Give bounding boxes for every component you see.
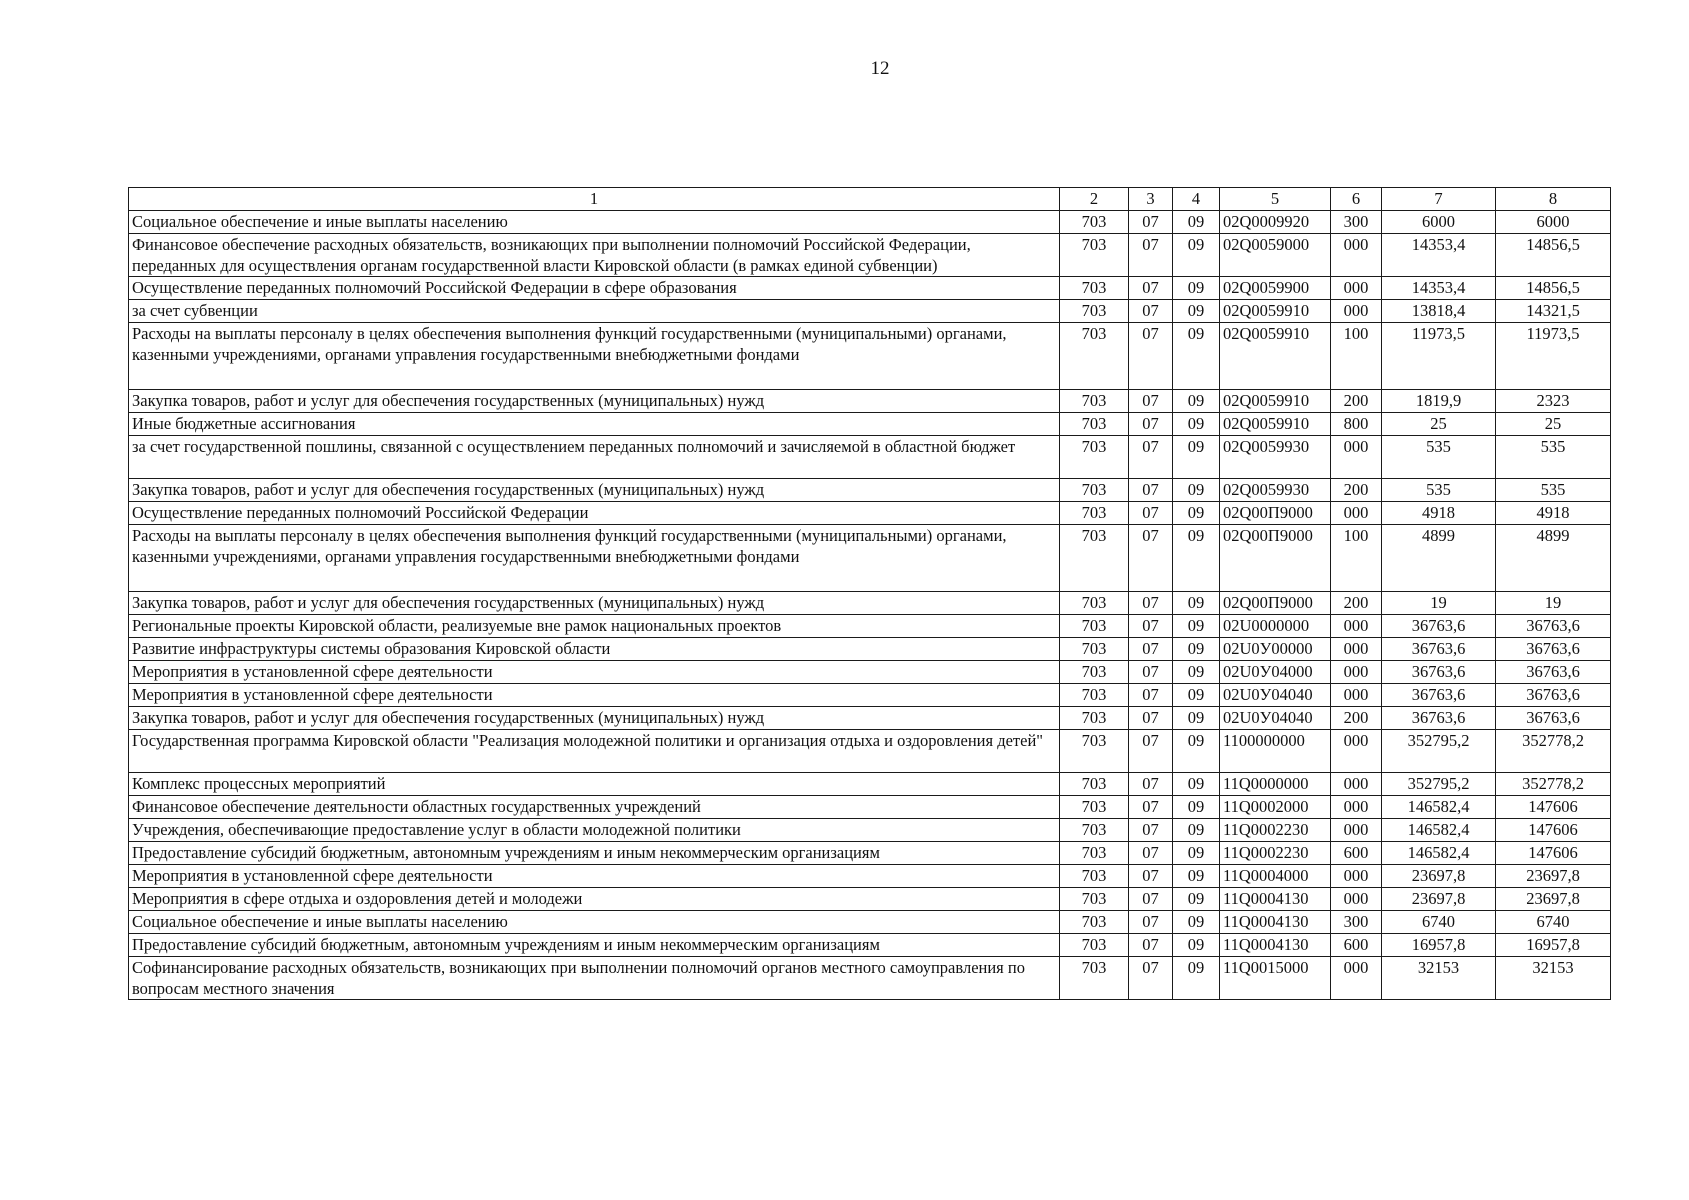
row-amount-7: 36763,6 [1382, 661, 1496, 684]
row-code-2: 703 [1060, 911, 1129, 934]
row-code-5: 02Q0059930 [1220, 436, 1331, 479]
row-code-3: 07 [1129, 211, 1173, 234]
row-code-6: 600 [1331, 842, 1382, 865]
row-name: Финансовое обеспечение деятельности областных государственных учреждений [129, 796, 1060, 819]
row-code-2: 703 [1060, 592, 1129, 615]
column-header: 5 [1220, 188, 1331, 211]
row-amount-8: 6000 [1496, 211, 1611, 234]
row-code-6: 000 [1331, 234, 1382, 277]
table-row [129, 390, 1611, 413]
row-amount-8: 25 [1496, 413, 1611, 436]
row-amount-7: 36763,6 [1382, 684, 1496, 707]
row-code-3: 07 [1129, 684, 1173, 707]
row-code-3: 07 [1129, 300, 1173, 323]
row-code-2: 703 [1060, 525, 1129, 592]
row-amount-7: 6740 [1382, 911, 1496, 934]
row-code-2: 703 [1060, 707, 1129, 730]
row-code-4: 09 [1173, 730, 1220, 773]
row-amount-7: 23697,8 [1382, 888, 1496, 911]
column-header: 8 [1496, 188, 1611, 211]
row-code-2: 703 [1060, 661, 1129, 684]
row-code-2: 703 [1060, 773, 1129, 796]
row-amount-7: 4918 [1382, 502, 1496, 525]
row-code-5: 02U0У00000 [1220, 638, 1331, 661]
column-header: 2 [1060, 188, 1129, 211]
row-amount-8: 14856,5 [1496, 277, 1611, 300]
row-code-6: 300 [1331, 211, 1382, 234]
row-amount-7: 13818,4 [1382, 300, 1496, 323]
row-amount-8: 535 [1496, 479, 1611, 502]
table-row [129, 479, 1611, 502]
row-code-6: 200 [1331, 390, 1382, 413]
table-row [129, 525, 1611, 592]
row-amount-7: 4899 [1382, 525, 1496, 592]
table-row [129, 773, 1611, 796]
row-code-2: 703 [1060, 234, 1129, 277]
row-code-4: 09 [1173, 957, 1220, 1000]
row-code-4: 09 [1173, 934, 1220, 957]
row-amount-7: 32153 [1382, 957, 1496, 1000]
row-amount-7: 23697,8 [1382, 865, 1496, 888]
table-row [129, 661, 1611, 684]
row-amount-8: 36763,6 [1496, 661, 1611, 684]
row-code-4: 09 [1173, 638, 1220, 661]
row-code-6: 100 [1331, 525, 1382, 592]
row-code-3: 07 [1129, 796, 1173, 819]
row-name: Комплекс процессных мероприятий [129, 773, 1060, 796]
row-code-4: 09 [1173, 842, 1220, 865]
row-name: Закупка товаров, работ и услуг для обеспечения государственных (муниципальных) нужд [129, 390, 1060, 413]
row-amount-7: 36763,6 [1382, 638, 1496, 661]
row-amount-7: 25 [1382, 413, 1496, 436]
table-row [129, 234, 1611, 277]
row-amount-8: 4899 [1496, 525, 1611, 592]
row-amount-7: 19 [1382, 592, 1496, 615]
row-code-3: 07 [1129, 730, 1173, 773]
row-amount-8: 535 [1496, 436, 1611, 479]
table-row [129, 684, 1611, 707]
row-code-5: 02Q0059910 [1220, 300, 1331, 323]
row-amount-8: 36763,6 [1496, 638, 1611, 661]
row-code-2: 703 [1060, 684, 1129, 707]
row-code-6: 000 [1331, 300, 1382, 323]
row-code-2: 703 [1060, 502, 1129, 525]
row-code-5: 02Q0059910 [1220, 413, 1331, 436]
row-code-6: 000 [1331, 796, 1382, 819]
row-code-5: 02Q0059910 [1220, 390, 1331, 413]
row-code-6: 200 [1331, 592, 1382, 615]
row-code-2: 703 [1060, 390, 1129, 413]
row-code-3: 07 [1129, 479, 1173, 502]
row-code-6: 300 [1331, 911, 1382, 934]
row-name: Мероприятия в установленной сфере деятельности [129, 865, 1060, 888]
row-code-3: 07 [1129, 888, 1173, 911]
row-code-6: 000 [1331, 638, 1382, 661]
row-name: Мероприятия в сфере отдыха и оздоровления детей и молодежи [129, 888, 1060, 911]
row-code-5: 02Q00П9000 [1220, 592, 1331, 615]
row-amount-7: 36763,6 [1382, 615, 1496, 638]
row-code-5: 02U0У04000 [1220, 661, 1331, 684]
row-amount-7: 1819,9 [1382, 390, 1496, 413]
row-code-6: 000 [1331, 502, 1382, 525]
row-code-4: 09 [1173, 277, 1220, 300]
row-code-3: 07 [1129, 638, 1173, 661]
row-code-3: 07 [1129, 865, 1173, 888]
row-amount-8: 19 [1496, 592, 1611, 615]
row-code-5: 11Q0002000 [1220, 796, 1331, 819]
row-code-4: 09 [1173, 479, 1220, 502]
row-code-4: 09 [1173, 436, 1220, 479]
row-code-5: 11Q0004130 [1220, 888, 1331, 911]
row-code-6: 000 [1331, 865, 1382, 888]
row-code-5: 02Q0059930 [1220, 479, 1331, 502]
row-code-2: 703 [1060, 957, 1129, 1000]
row-code-2: 703 [1060, 615, 1129, 638]
row-amount-8: 147606 [1496, 842, 1611, 865]
table-row [129, 842, 1611, 865]
row-name: Закупка товаров, работ и услуг для обеспечения государственных (муниципальных) нужд [129, 592, 1060, 615]
row-name: Закупка товаров, работ и услуг для обеспечения государственных (муниципальных) нужд [129, 707, 1060, 730]
row-name: Расходы на выплаты персоналу в целях обеспечения выполнения функций государственными (муниципальными) органами, казенными учреждениями, органами управления государственными внебюджетными фондами [129, 525, 1060, 592]
row-code-4: 09 [1173, 300, 1220, 323]
row-code-2: 703 [1060, 277, 1129, 300]
row-code-6: 000 [1331, 819, 1382, 842]
row-code-5: 11Q0002230 [1220, 819, 1331, 842]
row-amount-7: 6000 [1382, 211, 1496, 234]
row-amount-7: 352795,2 [1382, 730, 1496, 773]
row-code-6: 000 [1331, 684, 1382, 707]
column-header: 4 [1173, 188, 1220, 211]
row-code-4: 09 [1173, 323, 1220, 390]
column-header: 1 [129, 188, 1060, 211]
row-code-4: 09 [1173, 888, 1220, 911]
row-code-5: 11Q0004130 [1220, 911, 1331, 934]
row-name: Учреждения, обеспечивающие предоставление услуг в области молодежной политики [129, 819, 1060, 842]
header-row [129, 188, 1611, 211]
row-code-4: 09 [1173, 211, 1220, 234]
row-code-5: 02Q00П9000 [1220, 502, 1331, 525]
row-code-3: 07 [1129, 234, 1173, 277]
row-amount-8: 14856,5 [1496, 234, 1611, 277]
row-code-6: 000 [1331, 730, 1382, 773]
row-amount-7: 146582,4 [1382, 796, 1496, 819]
row-code-4: 09 [1173, 796, 1220, 819]
row-code-6: 200 [1331, 479, 1382, 502]
row-name: Закупка товаров, работ и услуг для обеспечения государственных (муниципальных) нужд [129, 479, 1060, 502]
row-code-5: 02U0У04040 [1220, 684, 1331, 707]
row-amount-8: 11973,5 [1496, 323, 1611, 390]
row-code-4: 09 [1173, 615, 1220, 638]
row-code-4: 09 [1173, 707, 1220, 730]
column-header: 7 [1382, 188, 1496, 211]
table-row [129, 796, 1611, 819]
table-row [129, 592, 1611, 615]
row-code-6: 800 [1331, 413, 1382, 436]
row-name: Осуществление переданных полномочий Российской Федерации в сфере образования [129, 277, 1060, 300]
row-amount-8: 352778,2 [1496, 730, 1611, 773]
row-code-2: 703 [1060, 638, 1129, 661]
row-code-2: 703 [1060, 479, 1129, 502]
row-code-5: 02Q0059900 [1220, 277, 1331, 300]
row-code-2: 703 [1060, 413, 1129, 436]
page-number: 12 [870, 58, 890, 79]
table-row [129, 211, 1611, 234]
row-code-3: 07 [1129, 436, 1173, 479]
row-amount-8: 32153 [1496, 957, 1611, 1000]
row-code-5: 02Q00П9000 [1220, 525, 1331, 592]
row-amount-7: 36763,6 [1382, 707, 1496, 730]
row-name: Осуществление переданных полномочий Российской Федерации [129, 502, 1060, 525]
table-body [129, 211, 1611, 1000]
row-name: Мероприятия в установленной сфере деятельности [129, 661, 1060, 684]
row-code-6: 100 [1331, 323, 1382, 390]
row-code-2: 703 [1060, 796, 1129, 819]
row-name: Социальное обеспечение и иные выплаты населению [129, 911, 1060, 934]
table-row [129, 638, 1611, 661]
row-code-4: 09 [1173, 390, 1220, 413]
row-code-3: 07 [1129, 773, 1173, 796]
row-code-4: 09 [1173, 865, 1220, 888]
row-code-4: 09 [1173, 413, 1220, 436]
row-code-6: 600 [1331, 934, 1382, 957]
row-code-2: 703 [1060, 865, 1129, 888]
row-code-5: 11Q0002230 [1220, 842, 1331, 865]
row-amount-8: 36763,6 [1496, 615, 1611, 638]
row-code-5: 11Q0015000 [1220, 957, 1331, 1000]
row-amount-8: 16957,8 [1496, 934, 1611, 957]
row-amount-8: 36763,6 [1496, 684, 1611, 707]
row-code-3: 07 [1129, 707, 1173, 730]
table-row [129, 277, 1611, 300]
row-code-6: 200 [1331, 707, 1382, 730]
row-name: Предоставление субсидий бюджетным, автономным учреждениям и иным некоммерческим организациям [129, 842, 1060, 865]
row-name: Государственная программа Кировской области "Реализация молодежной политики и организация отдыха и оздоровления детей" [129, 730, 1060, 773]
row-amount-8: 2323 [1496, 390, 1611, 413]
row-amount-7: 535 [1382, 479, 1496, 502]
table-row [129, 957, 1611, 1000]
row-code-2: 703 [1060, 211, 1129, 234]
row-code-5: 02Q0059000 [1220, 234, 1331, 277]
row-code-2: 703 [1060, 323, 1129, 390]
table-row [129, 819, 1611, 842]
row-code-4: 09 [1173, 234, 1220, 277]
row-code-3: 07 [1129, 323, 1173, 390]
row-code-3: 07 [1129, 934, 1173, 957]
row-name: за счет государственной пошлины, связанной с осуществлением переданных полномочий и зачисляемой в областной бюджет [129, 436, 1060, 479]
row-code-4: 09 [1173, 773, 1220, 796]
row-code-5: 02Q0059910 [1220, 323, 1331, 390]
row-code-2: 703 [1060, 436, 1129, 479]
row-code-3: 07 [1129, 390, 1173, 413]
table-row [129, 865, 1611, 888]
row-code-2: 703 [1060, 300, 1129, 323]
row-code-4: 09 [1173, 684, 1220, 707]
row-amount-7: 16957,8 [1382, 934, 1496, 957]
row-code-2: 703 [1060, 730, 1129, 773]
row-code-5: 11Q0004130 [1220, 934, 1331, 957]
row-amount-7: 14353,4 [1382, 277, 1496, 300]
table-row [129, 413, 1611, 436]
row-code-2: 703 [1060, 934, 1129, 957]
row-name: Финансовое обеспечение расходных обязательств, возникающих при выполнении полномочий Российской Федерации, переданных для осуществления органам государственной власти Кировской области (в рамках единой субвенции) [129, 234, 1060, 277]
row-name: Развитие инфраструктуры системы образования Кировской области [129, 638, 1060, 661]
table-row [129, 502, 1611, 525]
row-code-6: 000 [1331, 888, 1382, 911]
row-amount-8: 14321,5 [1496, 300, 1611, 323]
row-amount-8: 36763,6 [1496, 707, 1611, 730]
row-code-5: 02Q0009920 [1220, 211, 1331, 234]
row-code-2: 703 [1060, 819, 1129, 842]
row-amount-7: 352795,2 [1382, 773, 1496, 796]
row-code-3: 07 [1129, 525, 1173, 592]
table-row [129, 730, 1611, 773]
table-row [129, 300, 1611, 323]
row-amount-8: 147606 [1496, 796, 1611, 819]
table-row [129, 934, 1611, 957]
row-code-4: 09 [1173, 661, 1220, 684]
row-code-5: 02U0У04040 [1220, 707, 1331, 730]
row-code-2: 703 [1060, 888, 1129, 911]
row-name: Расходы на выплаты персоналу в целях обеспечения выполнения функций государственными (муниципальными) органами, казенными учреждениями, органами управления государственными внебюджетными фондами [129, 323, 1060, 390]
row-code-3: 07 [1129, 819, 1173, 842]
row-name: Мероприятия в установленной сфере деятельности [129, 684, 1060, 707]
row-amount-8: 352778,2 [1496, 773, 1611, 796]
row-code-4: 09 [1173, 525, 1220, 592]
row-code-6: 000 [1331, 957, 1382, 1000]
row-name: Социальное обеспечение и иные выплаты населению [129, 211, 1060, 234]
row-code-5: 02U0000000 [1220, 615, 1331, 638]
row-code-5: 1100000000 [1220, 730, 1331, 773]
table-row [129, 436, 1611, 479]
row-code-2: 703 [1060, 842, 1129, 865]
row-amount-7: 146582,4 [1382, 819, 1496, 842]
row-code-3: 07 [1129, 277, 1173, 300]
table-row [129, 888, 1611, 911]
budget-table [128, 187, 1611, 1000]
row-code-3: 07 [1129, 842, 1173, 865]
row-code-6: 000 [1331, 436, 1382, 479]
row-name: Иные бюджетные ассигнования [129, 413, 1060, 436]
column-header: 6 [1331, 188, 1382, 211]
row-code-6: 000 [1331, 661, 1382, 684]
row-code-4: 09 [1173, 502, 1220, 525]
row-amount-8: 23697,8 [1496, 865, 1611, 888]
table-row [129, 615, 1611, 638]
table-row [129, 911, 1611, 934]
row-code-6: 000 [1331, 277, 1382, 300]
row-amount-7: 146582,4 [1382, 842, 1496, 865]
table-row [129, 707, 1611, 730]
row-code-5: 11Q0000000 [1220, 773, 1331, 796]
row-amount-7: 11973,5 [1382, 323, 1496, 390]
row-name: Софинансирование расходных обязательств, возникающих при выполнении полномочий органов местного самоуправления по вопросам местного значения [129, 957, 1060, 1000]
row-code-4: 09 [1173, 592, 1220, 615]
row-amount-8: 147606 [1496, 819, 1611, 842]
row-amount-7: 14353,4 [1382, 234, 1496, 277]
column-header: 3 [1129, 188, 1173, 211]
row-code-6: 000 [1331, 773, 1382, 796]
row-code-3: 07 [1129, 592, 1173, 615]
row-amount-8: 4918 [1496, 502, 1611, 525]
row-code-4: 09 [1173, 819, 1220, 842]
row-code-4: 09 [1173, 911, 1220, 934]
table-row [129, 323, 1611, 390]
row-amount-8: 23697,8 [1496, 888, 1611, 911]
row-code-3: 07 [1129, 661, 1173, 684]
row-name: за счет субвенции [129, 300, 1060, 323]
row-amount-7: 535 [1382, 436, 1496, 479]
row-amount-8: 6740 [1496, 911, 1611, 934]
row-code-3: 07 [1129, 957, 1173, 1000]
row-name: Предоставление субсидий бюджетным, автономным учреждениям и иным некоммерческим организациям [129, 934, 1060, 957]
row-code-5: 11Q0004000 [1220, 865, 1331, 888]
row-code-3: 07 [1129, 502, 1173, 525]
row-code-6: 000 [1331, 615, 1382, 638]
row-code-3: 07 [1129, 615, 1173, 638]
row-code-3: 07 [1129, 413, 1173, 436]
row-name: Региональные проекты Кировской области, реализуемые вне рамок национальных проектов [129, 615, 1060, 638]
row-code-3: 07 [1129, 911, 1173, 934]
